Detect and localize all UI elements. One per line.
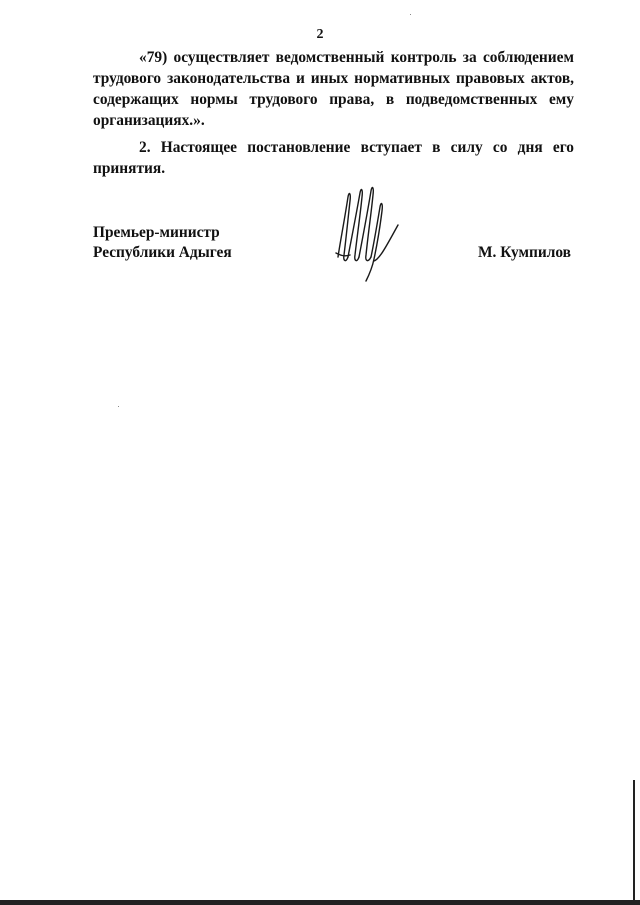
- paragraph-79: [93, 47, 574, 131]
- paragraph-effective-date-text: 2. Настоящее постановление вступает в силу со дня его принятия.: [93, 139, 574, 177]
- scan-edge-right: [633, 780, 635, 905]
- page-number: 2: [316, 27, 324, 42]
- paragraph-79-text: «79) осуществляет ведомственный контроль за соблюдением трудового законодательства и иных нормативных правовых актов, содержащих нормы трудового права, в подведомственных ему организациях.».: [93, 49, 574, 129]
- handwritten-signature: [330, 183, 410, 283]
- scan-speck: [410, 14, 411, 15]
- scan-edge-bottom: [0, 900, 640, 905]
- signatory-title-line-1: Премьер-министр: [93, 224, 220, 241]
- signatory-title-line-2: Республики Адыгея: [93, 244, 232, 261]
- paragraph-effective-date: [93, 137, 574, 179]
- signatory-name: М. Кумпилов: [478, 244, 571, 261]
- signatory-title: [93, 223, 232, 263]
- scan-speck: [118, 406, 119, 407]
